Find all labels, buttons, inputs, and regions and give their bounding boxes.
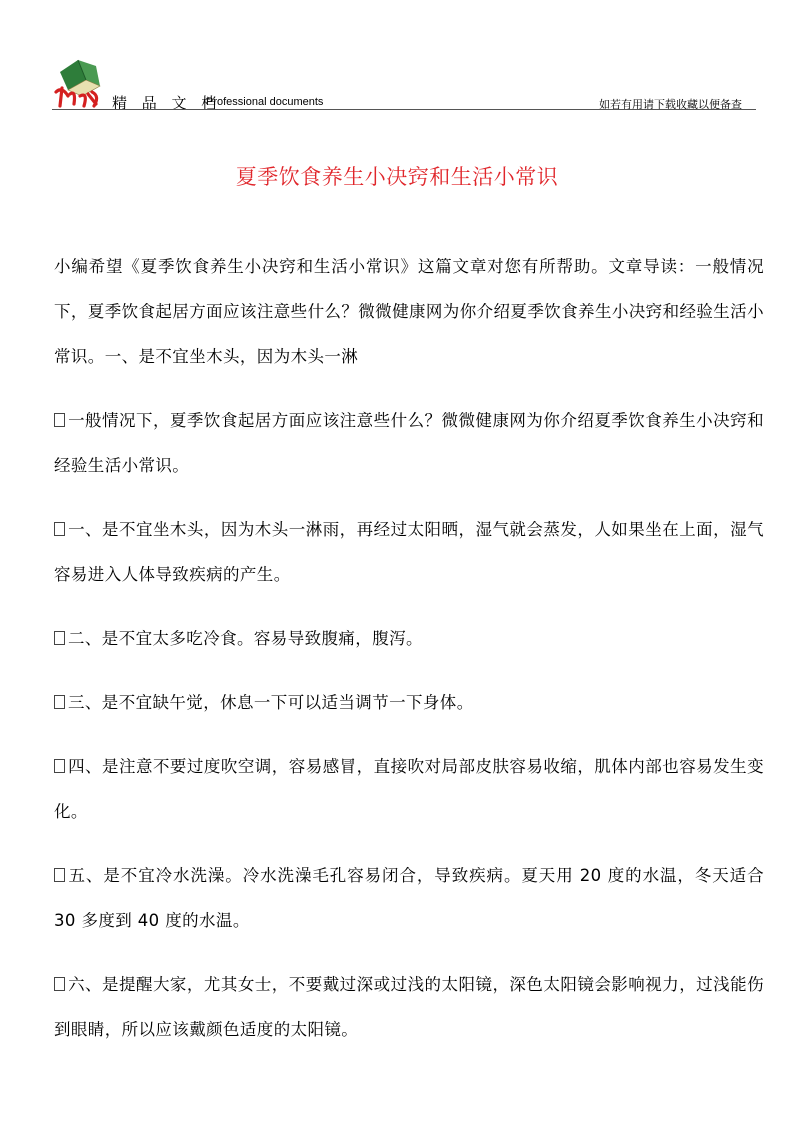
missing-glyph-box xyxy=(54,631,65,645)
page-header xyxy=(52,52,756,112)
document-title: 夏季饮食养生小决窍和生活小常识 xyxy=(235,165,559,189)
paragraph-text: 五、是不宜冷水洗澡。冷水洗澡毛孔容易闭合，导致疾病。夏天用 20 度的水温，冬天适合 30 多度到 40 度的水温。 xyxy=(54,866,764,930)
header-divider xyxy=(52,109,756,110)
paragraph-intro xyxy=(54,244,764,379)
missing-glyph-box xyxy=(54,759,65,773)
paragraph-text: 四、是注意不要过度吹空调，容易感冒，直接吹对局部皮肤容易收缩，肌体内部也容易发生变化。 xyxy=(54,757,764,821)
paragraph-text: 一般情况下，夏季饮食起居方面应该注意些什么？微微健康网为你介绍夏季饮食养生小决窍和经验生活小常识。 xyxy=(54,411,764,475)
header-subtitle: Professional documents xyxy=(206,96,324,108)
paragraph xyxy=(54,616,764,661)
logo-icon xyxy=(52,52,108,108)
missing-glyph-box xyxy=(54,977,65,991)
paragraph xyxy=(54,744,764,834)
paragraph xyxy=(54,962,764,1052)
paragraph-text: 一、是不宜坐木头，因为木头一淋雨，再经过太阳晒，湿气就会蒸发，人如果坐在上面，湿气容易进入人体导致疾病的产生。 xyxy=(54,520,764,584)
paragraph xyxy=(54,853,764,943)
paragraph-text: 小编希望《夏季饮食养生小决窍和生活小常识》这篇文章对您有所帮助。文章导读：一般情况下，夏季饮食起居方面应该注意些什么？微微健康网为你介绍夏季饮食养生小决窍和经验生活小常识。一、是不宜坐木头，因为木头一淋 xyxy=(54,257,764,366)
header-note: 如若有用请下载收藏以便备查 xyxy=(599,98,742,111)
document-body xyxy=(54,244,764,1071)
paragraph-text: 六、是提醒大家，尤其女士，不要戴过深或过浅的太阳镜，深色太阳镜会影响视力，过浅能伤到眼睛，所以应该戴颜色适度的太阳镜。 xyxy=(54,975,764,1039)
paragraph xyxy=(54,680,764,725)
paragraph-text: 三、是不宜缺午觉，休息一下可以适当调节一下身体。 xyxy=(68,693,474,712)
missing-glyph-box xyxy=(54,522,65,536)
missing-glyph-box xyxy=(54,413,65,427)
paragraph-text: 二、是不宜太多吃冷食。容易导致腹痛，腹泻。 xyxy=(68,629,423,648)
paragraph xyxy=(54,507,764,597)
missing-glyph-box xyxy=(54,868,65,882)
paragraph xyxy=(54,398,764,488)
missing-glyph-box xyxy=(54,695,65,709)
header-title: 精 品 文 档 xyxy=(112,94,222,112)
